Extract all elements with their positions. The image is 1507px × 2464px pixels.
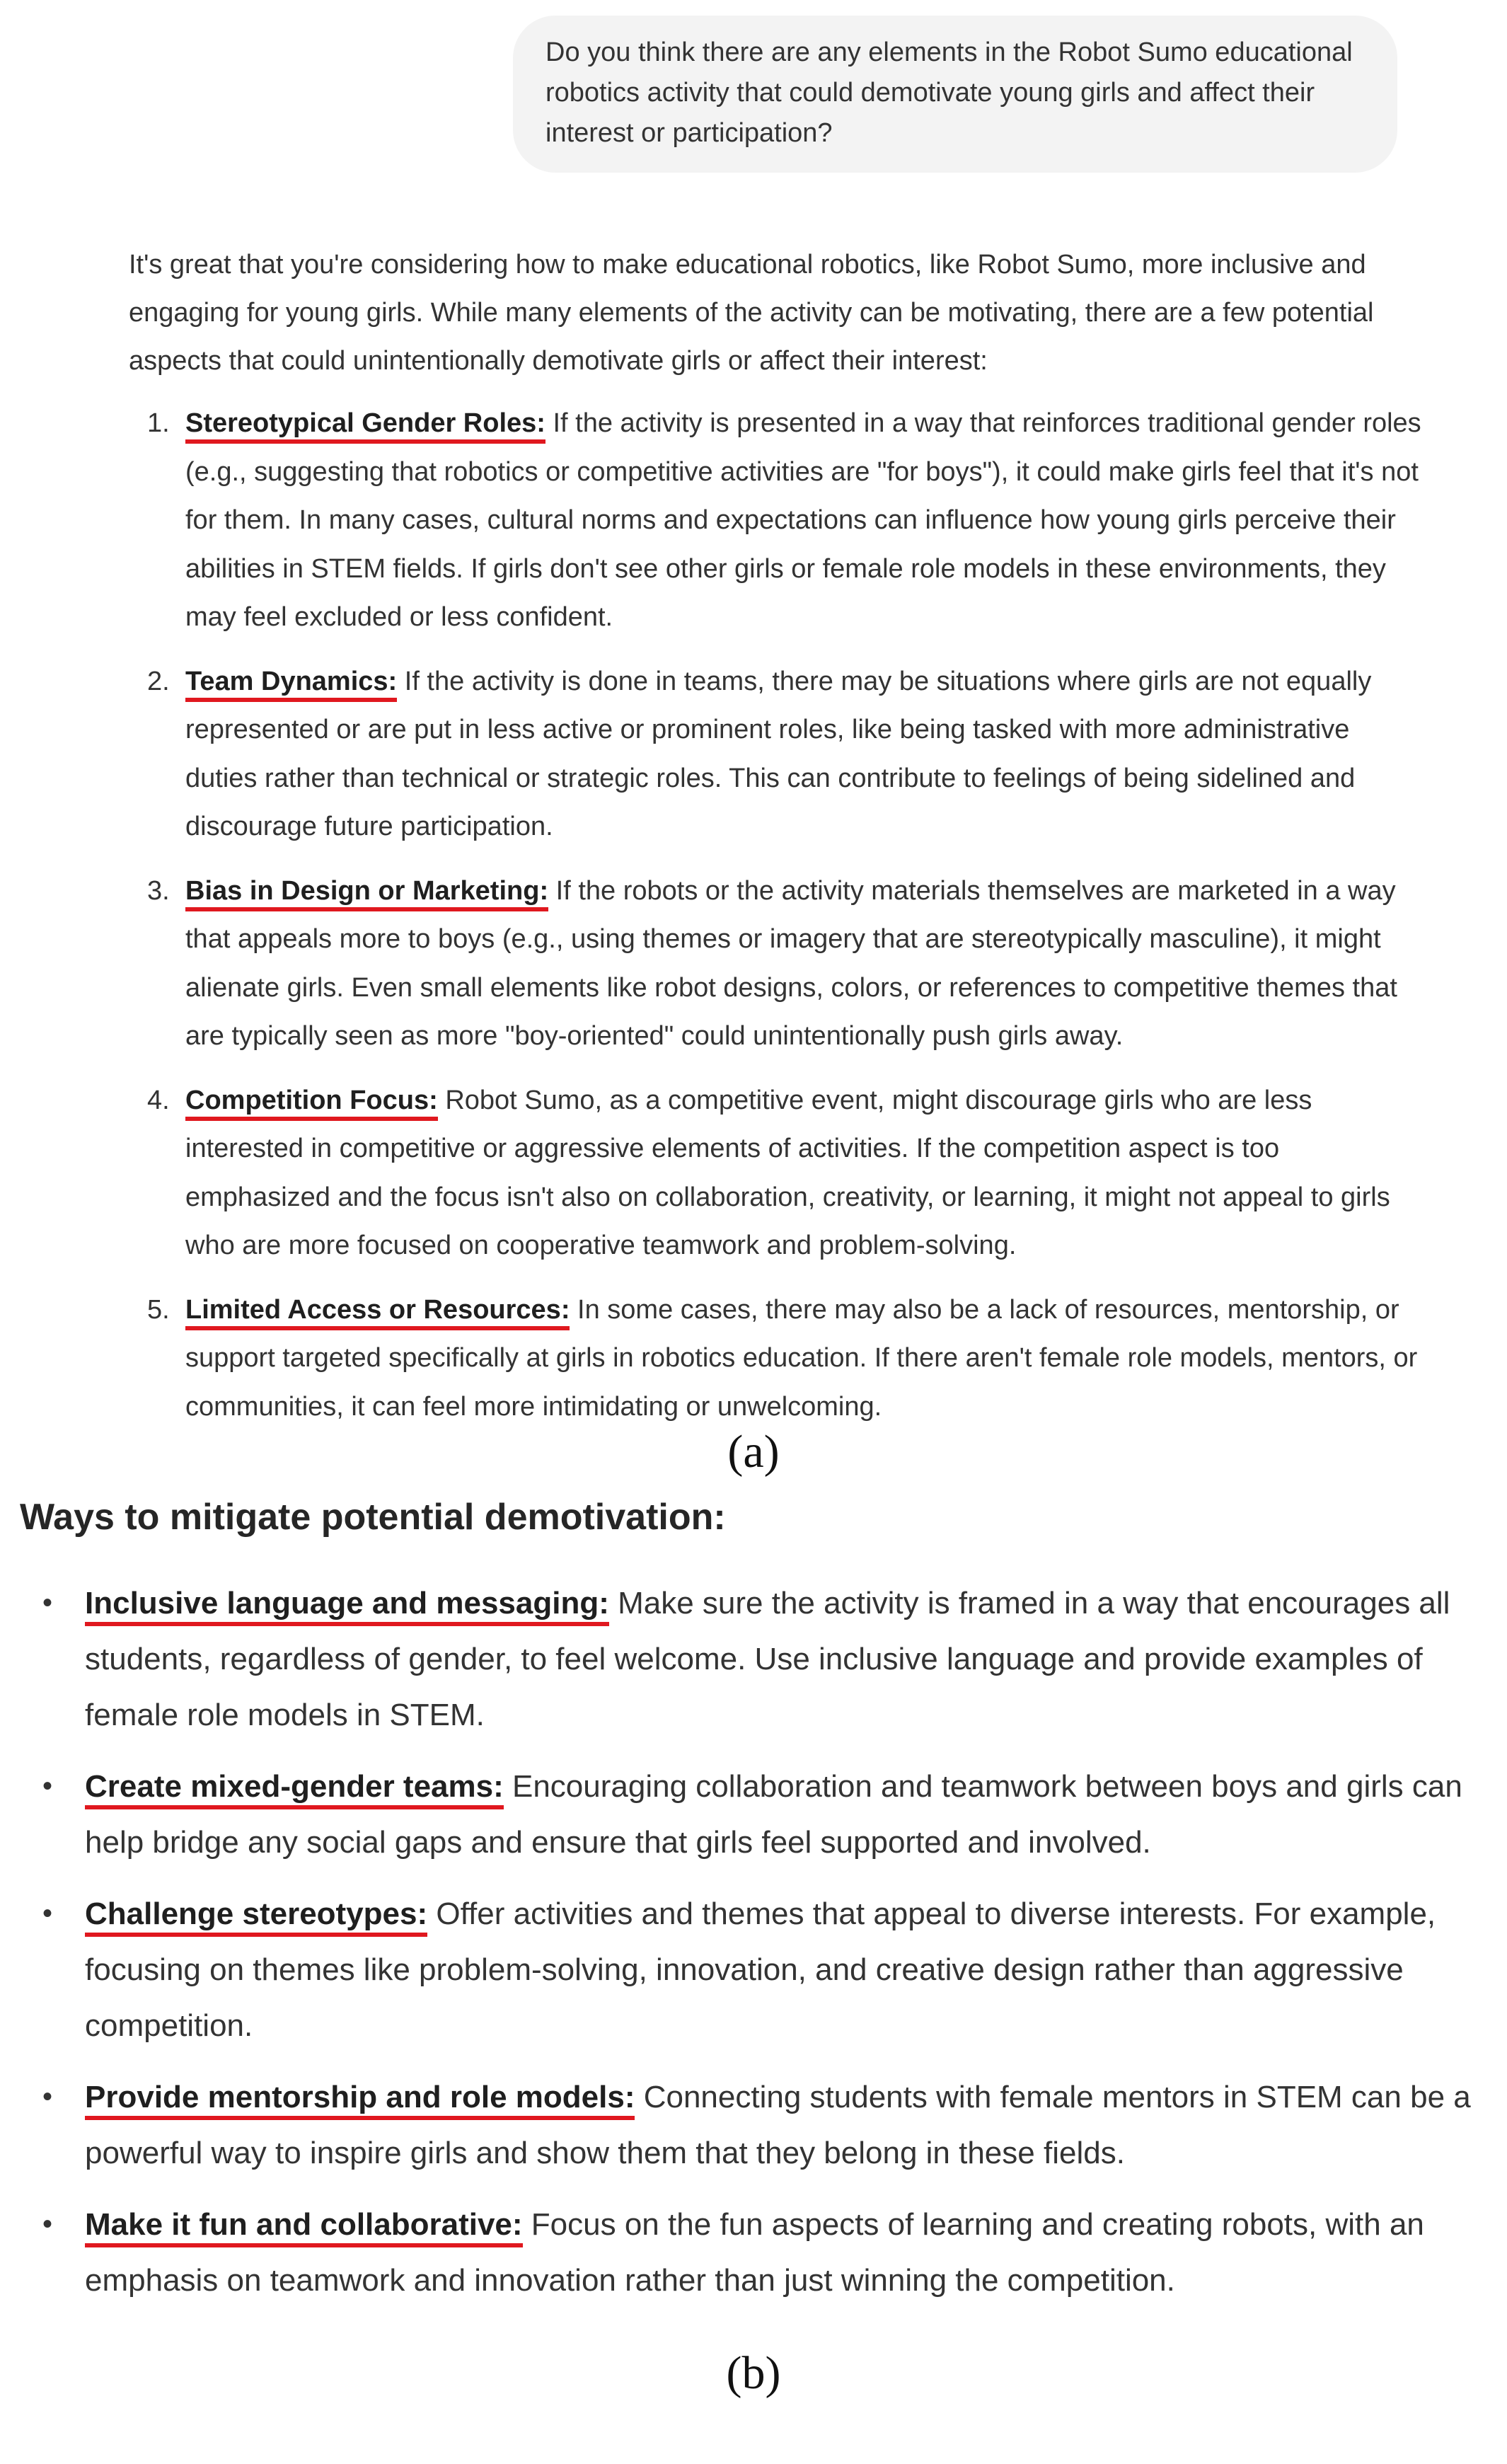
- item-term: Create mixed-gender teams:: [85, 1769, 504, 1809]
- item-text: If the activity is done in teams, there may be situations where girls are not equally represented or are put in less active or prominent roles, like being tasked with more administrative duties rather than technical or strategic roles. This can contribute to feelings of being sidelined and discourage future participation.: [185, 666, 1372, 841]
- bullet-icon: •: [42, 2209, 53, 2240]
- item-text: Offer activities and themes that appeal to diverse interests. For example, focusing on themes like problem-solving, innovation, and creative design rather than aggressive competition.: [85, 1896, 1436, 2043]
- list-item: [20, 2069, 1499, 2181]
- mitigation-heading: Ways to mitigate potential demotivation:: [20, 1497, 726, 1538]
- item-number: 3.: [147, 875, 170, 906]
- user-message-text: Do you think there are any elements in the Robot Sumo educational robotics activity that could demotivate young girls and affect their interest or participation?: [545, 38, 1353, 148]
- item-number: 2.: [147, 666, 170, 696]
- item-term: Inclusive language and messaging:: [85, 1586, 609, 1626]
- item-text: Make sure the activity is framed in a way that encourages all students, regardless of gender, to feel welcome. Use inclusive language and provide examples of female role models in STEM.: [85, 1586, 1450, 1732]
- list-item: [129, 399, 1424, 642]
- item-term: Competition Focus:: [185, 1086, 438, 1121]
- list-item: [20, 1575, 1499, 1743]
- caption-a: (a): [727, 1426, 780, 1478]
- item-term: Stereotypical Gender Roles:: [185, 408, 545, 444]
- item-term: Team Dynamics:: [185, 667, 397, 702]
- list-item: [20, 1886, 1499, 2054]
- bullet-icon: •: [42, 1898, 53, 1929]
- assistant-intro: It's great that you're considering how to make educational robotics, like Robot Sumo, more inclusive and engaging for young girls. While many elements of the activity can be motivating, there are a few potential aspects that could unintentionally demotivate girls or affect their interest:: [129, 250, 1374, 376]
- item-text: If the robots or the activity materials themselves are marketed in a way that appeals more to boys (e.g., using themes or imagery that are stereotypically masculine), it might alienate girls. Even small elements like robot designs, colors, or references to competitive themes that are typically seen as more "boy-oriented" could unintentionally push girls away.: [185, 875, 1397, 1051]
- item-number: 4.: [147, 1085, 170, 1115]
- item-text: If the activity is presented in a way that reinforces traditional gender roles (e.g., suggesting that robotics or competitive activities are "for boys"), it could make girls feel that it's not for them. In many cases, cultural norms and expectations can influence how young girls perceive their abilities in STEM fields. If girls don't see other girls or female role models in these environments, they may feel excluded or less confident.: [185, 408, 1421, 632]
- item-term: Challenge stereotypes:: [85, 1896, 427, 1937]
- item-term: Limited Access or Resources:: [185, 1295, 570, 1330]
- list-item: [129, 657, 1424, 851]
- item-number: 1.: [147, 408, 170, 438]
- list-item: [129, 867, 1424, 1061]
- caption-b: (b): [726, 2347, 781, 2399]
- item-term: Provide mentorship and role models:: [85, 2080, 635, 2120]
- item-number: 5.: [147, 1294, 170, 1325]
- item-text: Connecting students with female mentors in STEM can be a powerful way to inspire girls and show them that they belong in these fields.: [85, 2080, 1471, 2170]
- bullet-icon: •: [42, 1771, 53, 1802]
- concerns-list: [129, 399, 1424, 1446]
- bullet-icon: •: [42, 1587, 53, 1618]
- list-item: [20, 2197, 1499, 2308]
- item-text: Robot Sumo, as a competitive event, might discourage girls who are less interested in competitive or aggressive elements of activities. If the competition aspect is too emphasized and the focus isn't also on collaboration, creativity, or learning, it might not appeal to girls who are more focused on cooperative teamwork and problem-solving.: [185, 1085, 1390, 1260]
- item-term: Bias in Design or Marketing:: [185, 876, 548, 911]
- list-item: [129, 1076, 1424, 1270]
- list-item: [20, 1758, 1499, 1870]
- user-message-bubble: [513, 16, 1397, 173]
- item-text: In some cases, there may also be a lack of resources, mentorship, or support targeted specifically at girls in robotics education. If there aren't female role models, mentors, or communities, it can feel more intimidating or unwelcoming.: [185, 1294, 1418, 1422]
- list-item: [129, 1286, 1424, 1432]
- item-term: Make it fun and collaborative:: [85, 2207, 523, 2247]
- bullet-icon: •: [42, 2081, 53, 2112]
- mitigation-list: [20, 1575, 1499, 2324]
- item-text: Encouraging collaboration and teamwork between boys and girls can help bridge any social gaps and ensure that girls feel supported and involved.: [85, 1769, 1462, 1860]
- item-text: Focus on the fun aspects of learning and creating robots, with an emphasis on teamwork and innovation rather than just winning the competition.: [85, 2207, 1424, 2298]
